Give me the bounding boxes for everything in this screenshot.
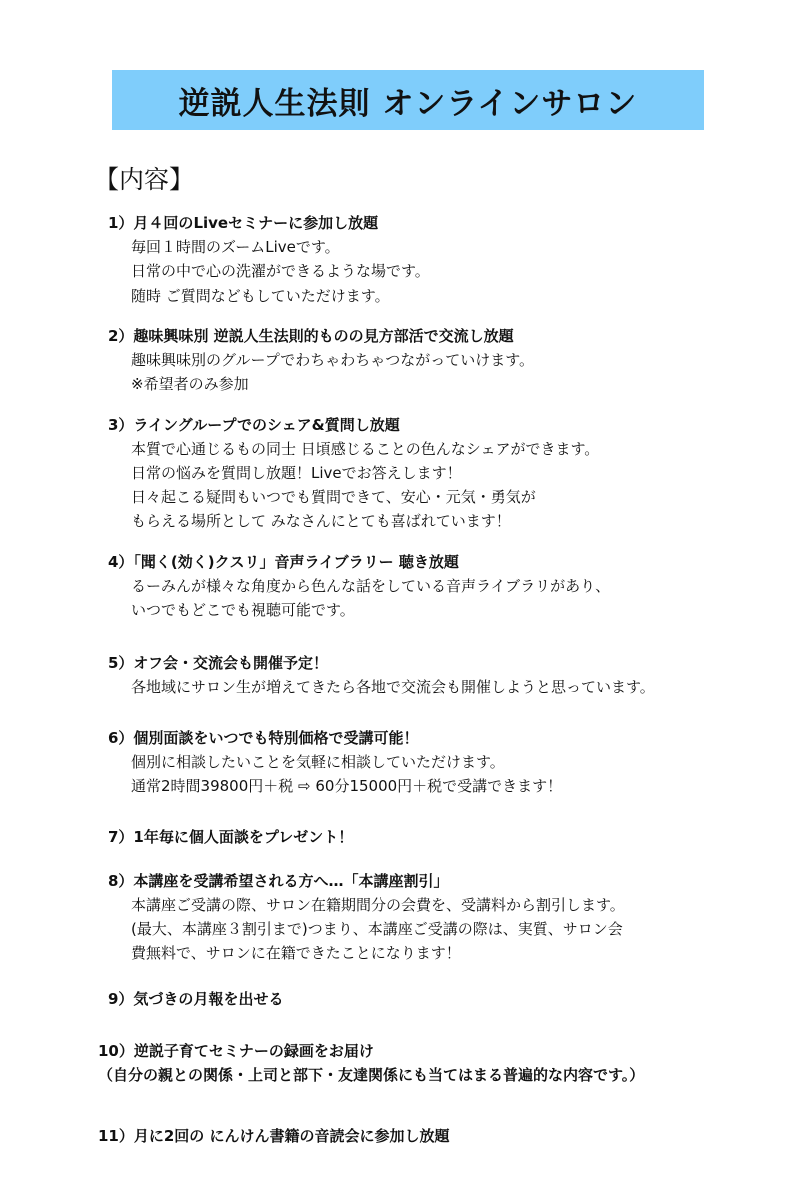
item-title-10: 10）逆説子育てセミナーの録画をお届け: [98, 1042, 374, 1060]
item-5-line-1: 各地域にサロン生が増えてきたら各地で交流会も開催しようと思っています。: [131, 678, 655, 696]
item-title-5: 5）オフ会・交流会も開催予定！: [108, 654, 328, 672]
item-3-line-2: 日常の悩みを質問し放題！Liveでお答えします！: [131, 464, 462, 482]
section-heading: 【内容】: [94, 165, 195, 194]
item-title-8: 8）本講座を受講希望される方へ…「本講座割引」: [108, 872, 449, 890]
item-2-line-1: 趣味興味別のグループでわちゃわちゃつながっていけます。: [131, 351, 535, 369]
item-4-line-2: いつでもどこでも視聴可能です。: [131, 601, 355, 619]
item-title-1: 1）月４回のLiveセミナーに参加し放題: [108, 214, 379, 232]
item-1-line-2: 日常の中で心の洗濯ができるような場です。: [131, 262, 430, 280]
item-8-line-1: 本講座ご受講の際、サロン在籍期間分の会費を、受講料から割引します。: [131, 896, 625, 914]
item-title-4: 4）「聞く(効く)クスリ」音声ライブラリー 聴き放題: [108, 553, 459, 571]
item-1-line-1: 毎回１時間のズームLiveです。: [131, 238, 340, 256]
item-6-line-1: 個別に相談したいことを気軽に相談していただけます。: [131, 753, 505, 771]
item-8-line-3: 費無料で、サロンに在籍できたことになります！: [131, 944, 461, 962]
item-title-9: 9）気づきの月報を出せる: [108, 990, 284, 1008]
item-title-2: 2）趣味興味別 逆説人生法則的ものの見方部活で交流し放題: [108, 327, 514, 345]
item-title-11: 11）月に2回の にんけん書籍の音読会に参加し放題: [98, 1127, 450, 1145]
item-3-line-4: もらえる場所として みなさんにとても喜ばれています！: [131, 512, 511, 530]
item-2-line-2: ※希望者のみ参加: [131, 375, 249, 393]
item-title-7: 7）1年毎に個人面談をプレゼント！: [108, 828, 354, 846]
item-8-line-2: (最大、本講座３割引まで)つまり、本講座ご受講の際は、実質、サロン会: [131, 920, 623, 938]
item-title-6: 6）個別面談をいつでも特別価格で受講可能！: [108, 729, 419, 747]
item-1-line-3: 随時 ご質問などもしていただけます。: [131, 287, 390, 305]
item-4-line-1: るーみんが様々な角度から色んな話をしている音声ライブラリがあり、: [131, 577, 611, 595]
item-3-line-3: 日々起こる疑問もいつでも質問できて、安心・元気・勇気が: [131, 488, 536, 506]
page-title: 逆説人生法則 オンラインサロン: [178, 85, 638, 122]
title-banner: [112, 70, 704, 130]
item-6-line-2: 通常2時間39800円＋税 ⇨ 60分15000円＋税で受講できます！: [131, 777, 563, 795]
item-10-line-1: （自分の親との関係・上司と部下・友達関係にも当てはまる普遍的な内容です。）: [98, 1066, 645, 1084]
item-3-line-1: 本質で心通じるもの同士 日頃感じることの色んなシェアができます。: [131, 440, 600, 458]
item-title-3: 3）ライングループでのシェア&質問し放題: [108, 416, 400, 434]
